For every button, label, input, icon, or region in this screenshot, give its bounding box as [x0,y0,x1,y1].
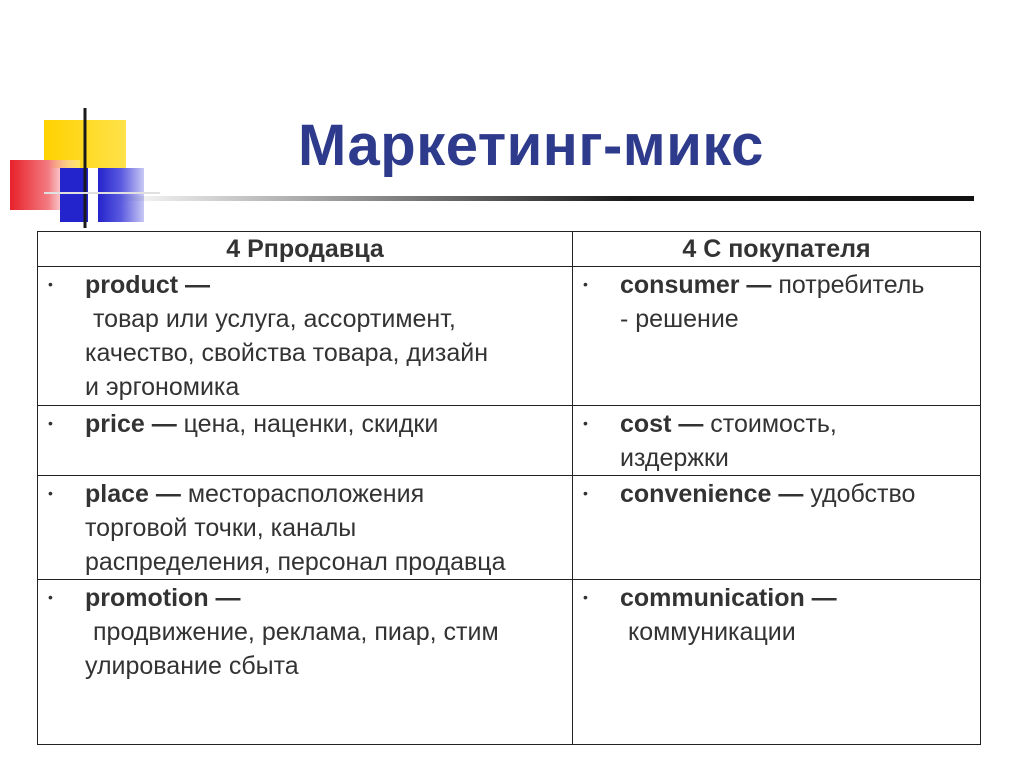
table-header-row [38,232,981,267]
cell-price [38,406,573,476]
term-consumer: consumer — [620,271,772,299]
desc-line: издержки [620,444,729,472]
marketing-mix-table [37,231,981,745]
desc-inline: удобство [803,480,916,508]
table-row [38,476,981,580]
desc-line: продвижение, реклама, пиар, стим [93,618,499,646]
desc-line: - решение [620,305,739,333]
term-communication: communication — [620,584,837,612]
bullet-icon: • [48,589,53,605]
term-cost: cost — [620,410,704,438]
cell-consumer [573,267,981,406]
bullet-icon: • [48,276,53,292]
desc-line: торговой точки, каналы [85,514,357,542]
term-product: product — [85,271,210,299]
blue-square-right [98,168,144,222]
term-promotion: promotion — [85,584,241,612]
table-row [38,406,981,476]
decorative-squares [0,0,160,240]
desc-line: распределения, персонал продавца [85,548,506,576]
table-row [38,580,981,745]
bullet-icon: • [583,485,588,501]
cell-convenience [573,476,981,580]
header-4c: 4 С покупателя [573,232,981,267]
desc-line: коммуникации [628,618,796,646]
desc-line: улирование сбыта [85,652,299,680]
desc-line: и эргономика [85,373,240,401]
desc-inline: месторасположения [180,480,425,508]
cell-place [38,476,573,580]
table-row [38,267,981,406]
term-convenience: convenience — [620,480,804,508]
term-price: price — [85,410,177,438]
desc-inline: цена, наценки, скидки [176,410,439,438]
cell-communication [573,580,981,745]
term-place: place — [85,480,181,508]
desc-inline: стоимость, [703,410,837,438]
page-title: Маркетинг-микс [298,113,764,178]
desc-inline: потребитель [771,271,925,299]
bullet-icon: • [48,485,53,501]
bullet-icon: • [583,589,588,605]
desc-line: качество, свойства товара, дизайн [85,339,489,367]
bullet-icon: • [48,415,53,431]
title-underline [110,196,974,201]
bullet-icon: • [583,276,588,292]
bullet-icon: • [583,415,588,431]
cell-cost [573,406,981,476]
header-4p: 4 Рпродавца [38,232,573,267]
desc-line: товар или услуга, ассортимент, [93,305,456,333]
cell-promotion [38,580,573,745]
cell-product [38,267,573,406]
